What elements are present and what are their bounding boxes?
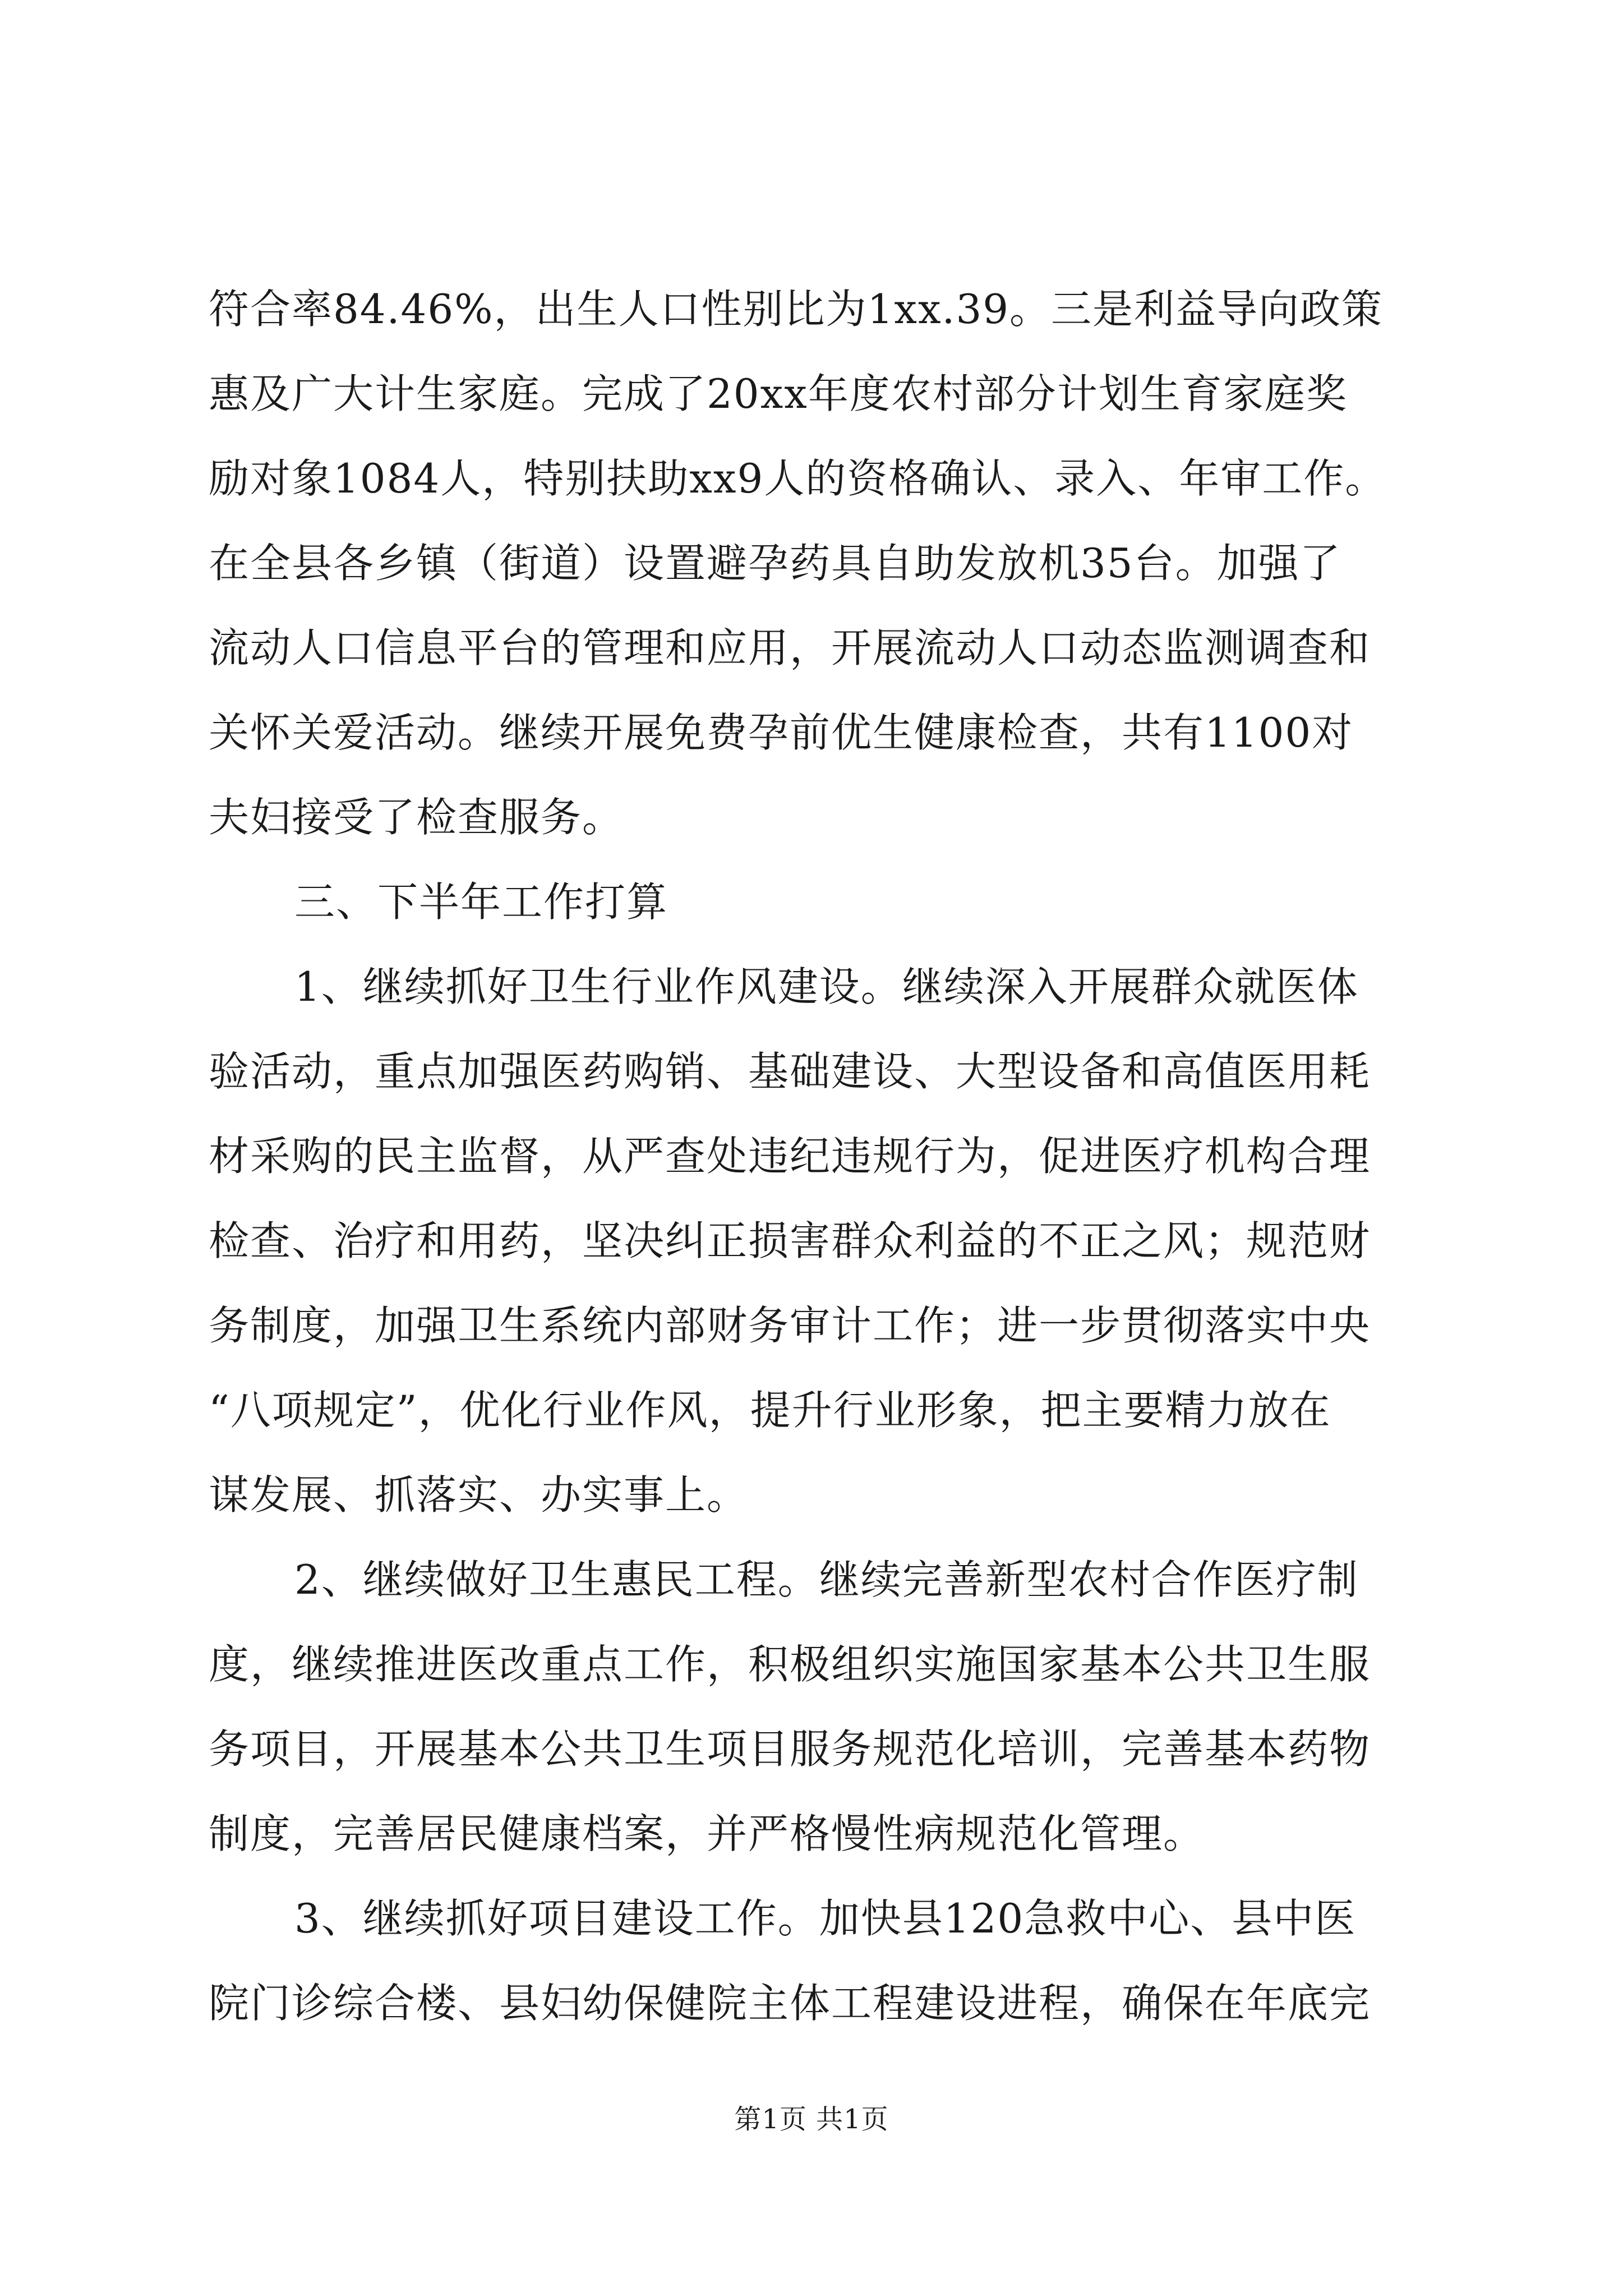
text-line: 在全县各乡镇（街道）设置避孕药具自助发放机35台。加强了	[209, 540, 1341, 587]
text-line: 材采购的民主监督，从严查处违纪违规行为，促进医疗机构合理	[209, 1133, 1371, 1180]
text-line: 验活动，重点加强医药购销、基础建设、大型设备和高值医用耗	[209, 1048, 1371, 1095]
paragraph-start: 2、继续做好卫生惠民工程。继续完善新型农村合作医疗制	[294, 1556, 1359, 1603]
page-footer: 第1页 共1页	[734, 2104, 889, 2135]
text-line: 务项目，开展基本公共卫生项目服务规范化培训，完善基本药物	[209, 1726, 1371, 1773]
text-line: 度，继续推进医改重点工作，积极组织实施国家基本公共卫生服	[209, 1641, 1371, 1688]
text-line: 惠及广大计生家庭。完成了20xx年度农村部分计划生育家庭奖	[209, 370, 1348, 417]
text-line: 务制度，加强卫生系统内部财务审计工作；进一步贯彻落实中央	[209, 1302, 1371, 1349]
text-line: 院门诊综合楼、县妇幼保健院主体工程建设进程，确保在年底完	[209, 1980, 1371, 2027]
text-line: 检查、治疗和用药，坚决纠正损害群众利益的不正之风；规范财	[209, 1217, 1371, 1264]
text-line: 励对象1084人，特别扶助xx9人的资格确认、录入、年审工作。	[209, 455, 1387, 502]
text-line: 制度，完善居民健康档案，并严格慢性病规范化管理。	[209, 1810, 1205, 1857]
paragraph-start: 1、继续抓好卫生行业作风建设。继续深入开展群众就医体	[294, 963, 1359, 1010]
text-line: 关怀关爱活动。继续开展免费孕前优生健康检查，共有1100对	[209, 709, 1354, 756]
text-line: “八项规定”，优化行业作风，提升行业形象，把主要精力放在	[209, 1387, 1331, 1434]
text-line: 流动人口信息平台的管理和应用，开展流动人口动态监测调查和	[209, 624, 1371, 671]
text-line: 谋发展、抓落实、办实事上。	[209, 1471, 749, 1519]
text-line: 夫妇接受了检查服务。	[209, 794, 624, 841]
text-line: 符合率84.46%，出生人口性别比为1xx.39。三是利益导向政策	[209, 286, 1384, 333]
paragraph-start: 3、继续抓好项目建设工作。加快县120急救中心、县中医	[294, 1895, 1357, 1942]
section-heading: 三、下半年工作打算	[294, 878, 668, 926]
